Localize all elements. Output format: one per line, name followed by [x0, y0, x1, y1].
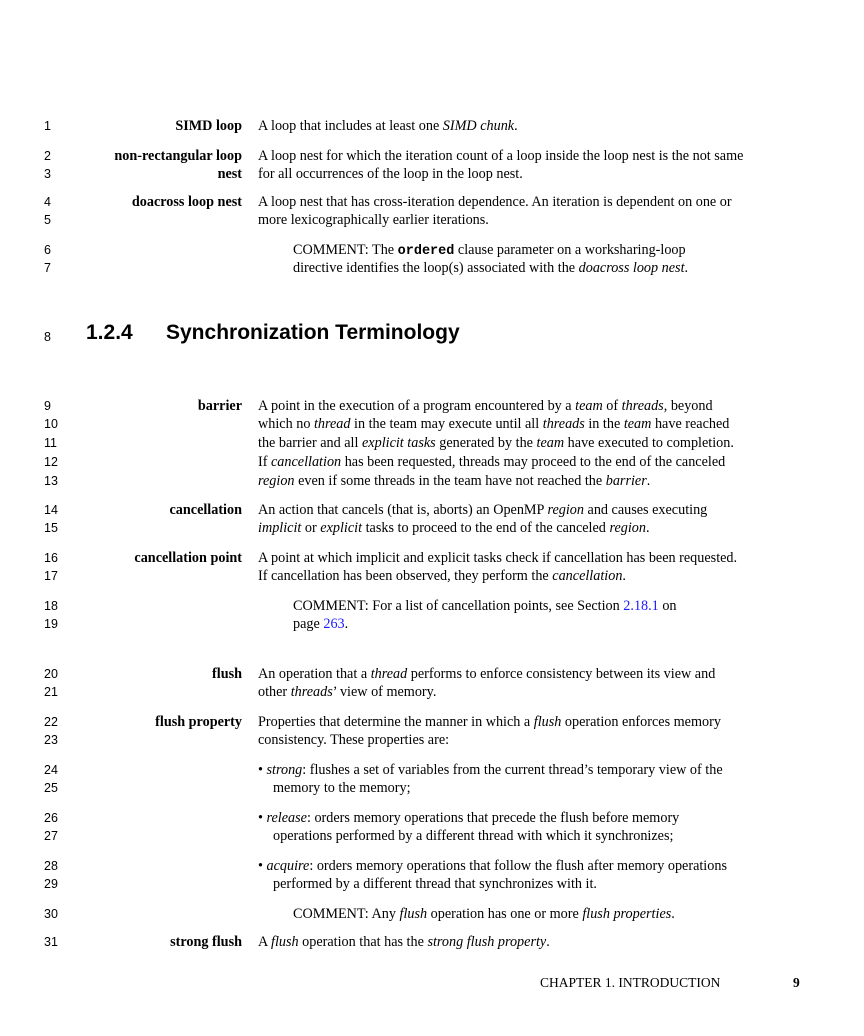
line-number: 27: [44, 829, 58, 843]
section-link[interactable]: 2.18.1: [623, 598, 659, 614]
line-number: 9: [44, 399, 51, 413]
definition-line: A flush operation that has the strong flush property.: [258, 934, 550, 950]
bullet-item: • strong: flushes a set of variables from the current thread’s temporary view of the: [258, 762, 723, 778]
line-number: 20: [44, 667, 58, 681]
bullet-glyph: •: [258, 858, 263, 874]
bullet-item-cont: memory to the memory;: [273, 780, 411, 796]
bullet-glyph: •: [258, 762, 263, 778]
line-number: 28: [44, 859, 58, 873]
line-number: 18: [44, 599, 58, 613]
comment-line: directive identifies the loop(s) associated with the doacross loop nest.: [293, 260, 689, 276]
bullet-glyph: •: [258, 810, 263, 826]
definition-line: for all occurrences of the loop in the loop nest.: [258, 166, 523, 182]
line-number: 29: [44, 877, 58, 891]
page-link[interactable]: 263: [323, 616, 345, 632]
line-number: 21: [44, 685, 58, 699]
line-number: 6: [44, 243, 51, 257]
line-number: 15: [44, 521, 58, 535]
definition-line: If cancellation has been observed, they perform the cancellation.: [258, 568, 626, 584]
page-number: 9: [793, 975, 800, 990]
section-title: Synchronization Terminology: [166, 321, 460, 344]
line-number: 19: [44, 617, 58, 631]
definition-line: more lexicographically earlier iterations.: [258, 212, 489, 228]
line-number: 14: [44, 503, 58, 517]
term-barrier: barrier: [197, 398, 242, 414]
definition-line: An operation that a thread performs to enforce consistency between its view and: [258, 666, 716, 682]
line-number: 30: [44, 907, 58, 921]
bullet-item: • acquire: orders memory operations that follow the flush after memory operations: [258, 858, 727, 874]
line-number: 16: [44, 551, 58, 565]
definition-line: which no thread in the team may execute until all threads in the team have reached: [258, 416, 730, 432]
definition-line: A loop nest that has cross-iteration dependence. An iteration is dependent on one or: [258, 194, 732, 210]
line-number: 12: [44, 455, 58, 469]
term-doacross-loop-nest: doacross loop nest: [131, 194, 242, 210]
section-number: 1.2.4: [86, 321, 133, 344]
line-number: 26: [44, 811, 58, 825]
definition-line: Properties that determine the manner in which a flush operation enforces memory: [258, 714, 721, 730]
definition-line: A point at which implicit and explicit tasks check if cancellation has been requested.: [258, 550, 738, 566]
line-number: 10: [44, 417, 58, 431]
line-number: 23: [44, 733, 58, 747]
line-number: 25: [44, 781, 58, 795]
line-number: 11: [44, 436, 57, 450]
definition-line: consistency. These properties are:: [258, 732, 450, 748]
line-number: 24: [44, 763, 58, 777]
comment-line: COMMENT: The ordered clause parameter on a worksharing-loop: [293, 242, 686, 259]
bullet-item: • release: orders memory operations that precede the flush before memory: [258, 810, 680, 826]
line-number: 3: [44, 167, 51, 181]
definition-line: A point in the execution of a program encountered by a team of threads, beyond: [258, 398, 713, 414]
term-cancellation-point: cancellation point: [134, 550, 242, 566]
definition-line: A loop that includes at least one SIMD chunk.: [258, 118, 518, 134]
definition-line: A loop nest for which the iteration count of a loop inside the loop nest is the not same: [258, 148, 744, 164]
bullet-item-cont: performed by a different thread that synchronizes with it.: [273, 876, 597, 892]
line-number: 31: [44, 935, 58, 949]
line-number: 7: [44, 261, 51, 275]
term-cancellation: cancellation: [169, 502, 242, 518]
term-flush: flush: [212, 666, 242, 682]
chapter-label: CHAPTER 1. INTRODUCTION: [540, 975, 721, 990]
line-number: 4: [44, 195, 51, 209]
definition-line: the barrier and all explicit tasks generated by the team have executed to completion.: [258, 435, 734, 451]
definition-line: implicit or explicit tasks to proceed to the end of the canceled region.: [258, 520, 650, 536]
line-number: 5: [44, 213, 51, 227]
line-number: 2: [44, 149, 51, 163]
bullet-item-cont: operations performed by a different thread with which it synchronizes;: [273, 828, 674, 844]
comment-line: COMMENT: For a list of cancellation points, see Section 2.18.1 on: [293, 598, 677, 614]
line-number: 1: [44, 119, 51, 133]
term-non-rectangular-loop-cont: nest: [217, 166, 242, 182]
definition-line: If cancellation has been requested, threads may proceed to the end of the canceled: [258, 454, 726, 470]
line-number: 8: [44, 330, 51, 344]
comment-line: page 263.: [293, 616, 349, 632]
line-number: 22: [44, 715, 58, 729]
line-number: 13: [44, 474, 58, 488]
page-footer: [540, 975, 800, 991]
term-flush-property: flush property: [155, 714, 242, 730]
definition-line: An action that cancels (that is, aborts) an OpenMP region and causes executing: [258, 502, 708, 518]
definition-line: region even if some threads in the team have not reached the barrier.: [258, 473, 651, 489]
comment-line: COMMENT: Any flush operation has one or more flush properties.: [293, 906, 675, 922]
term-non-rectangular-loop: non-rectangular loop: [114, 148, 242, 164]
definition-line: other threads’ view of memory.: [258, 684, 437, 700]
line-number: 17: [44, 569, 58, 583]
term-simd-loop: SIMD loop: [175, 118, 242, 134]
term-strong-flush: strong flush: [170, 934, 242, 950]
